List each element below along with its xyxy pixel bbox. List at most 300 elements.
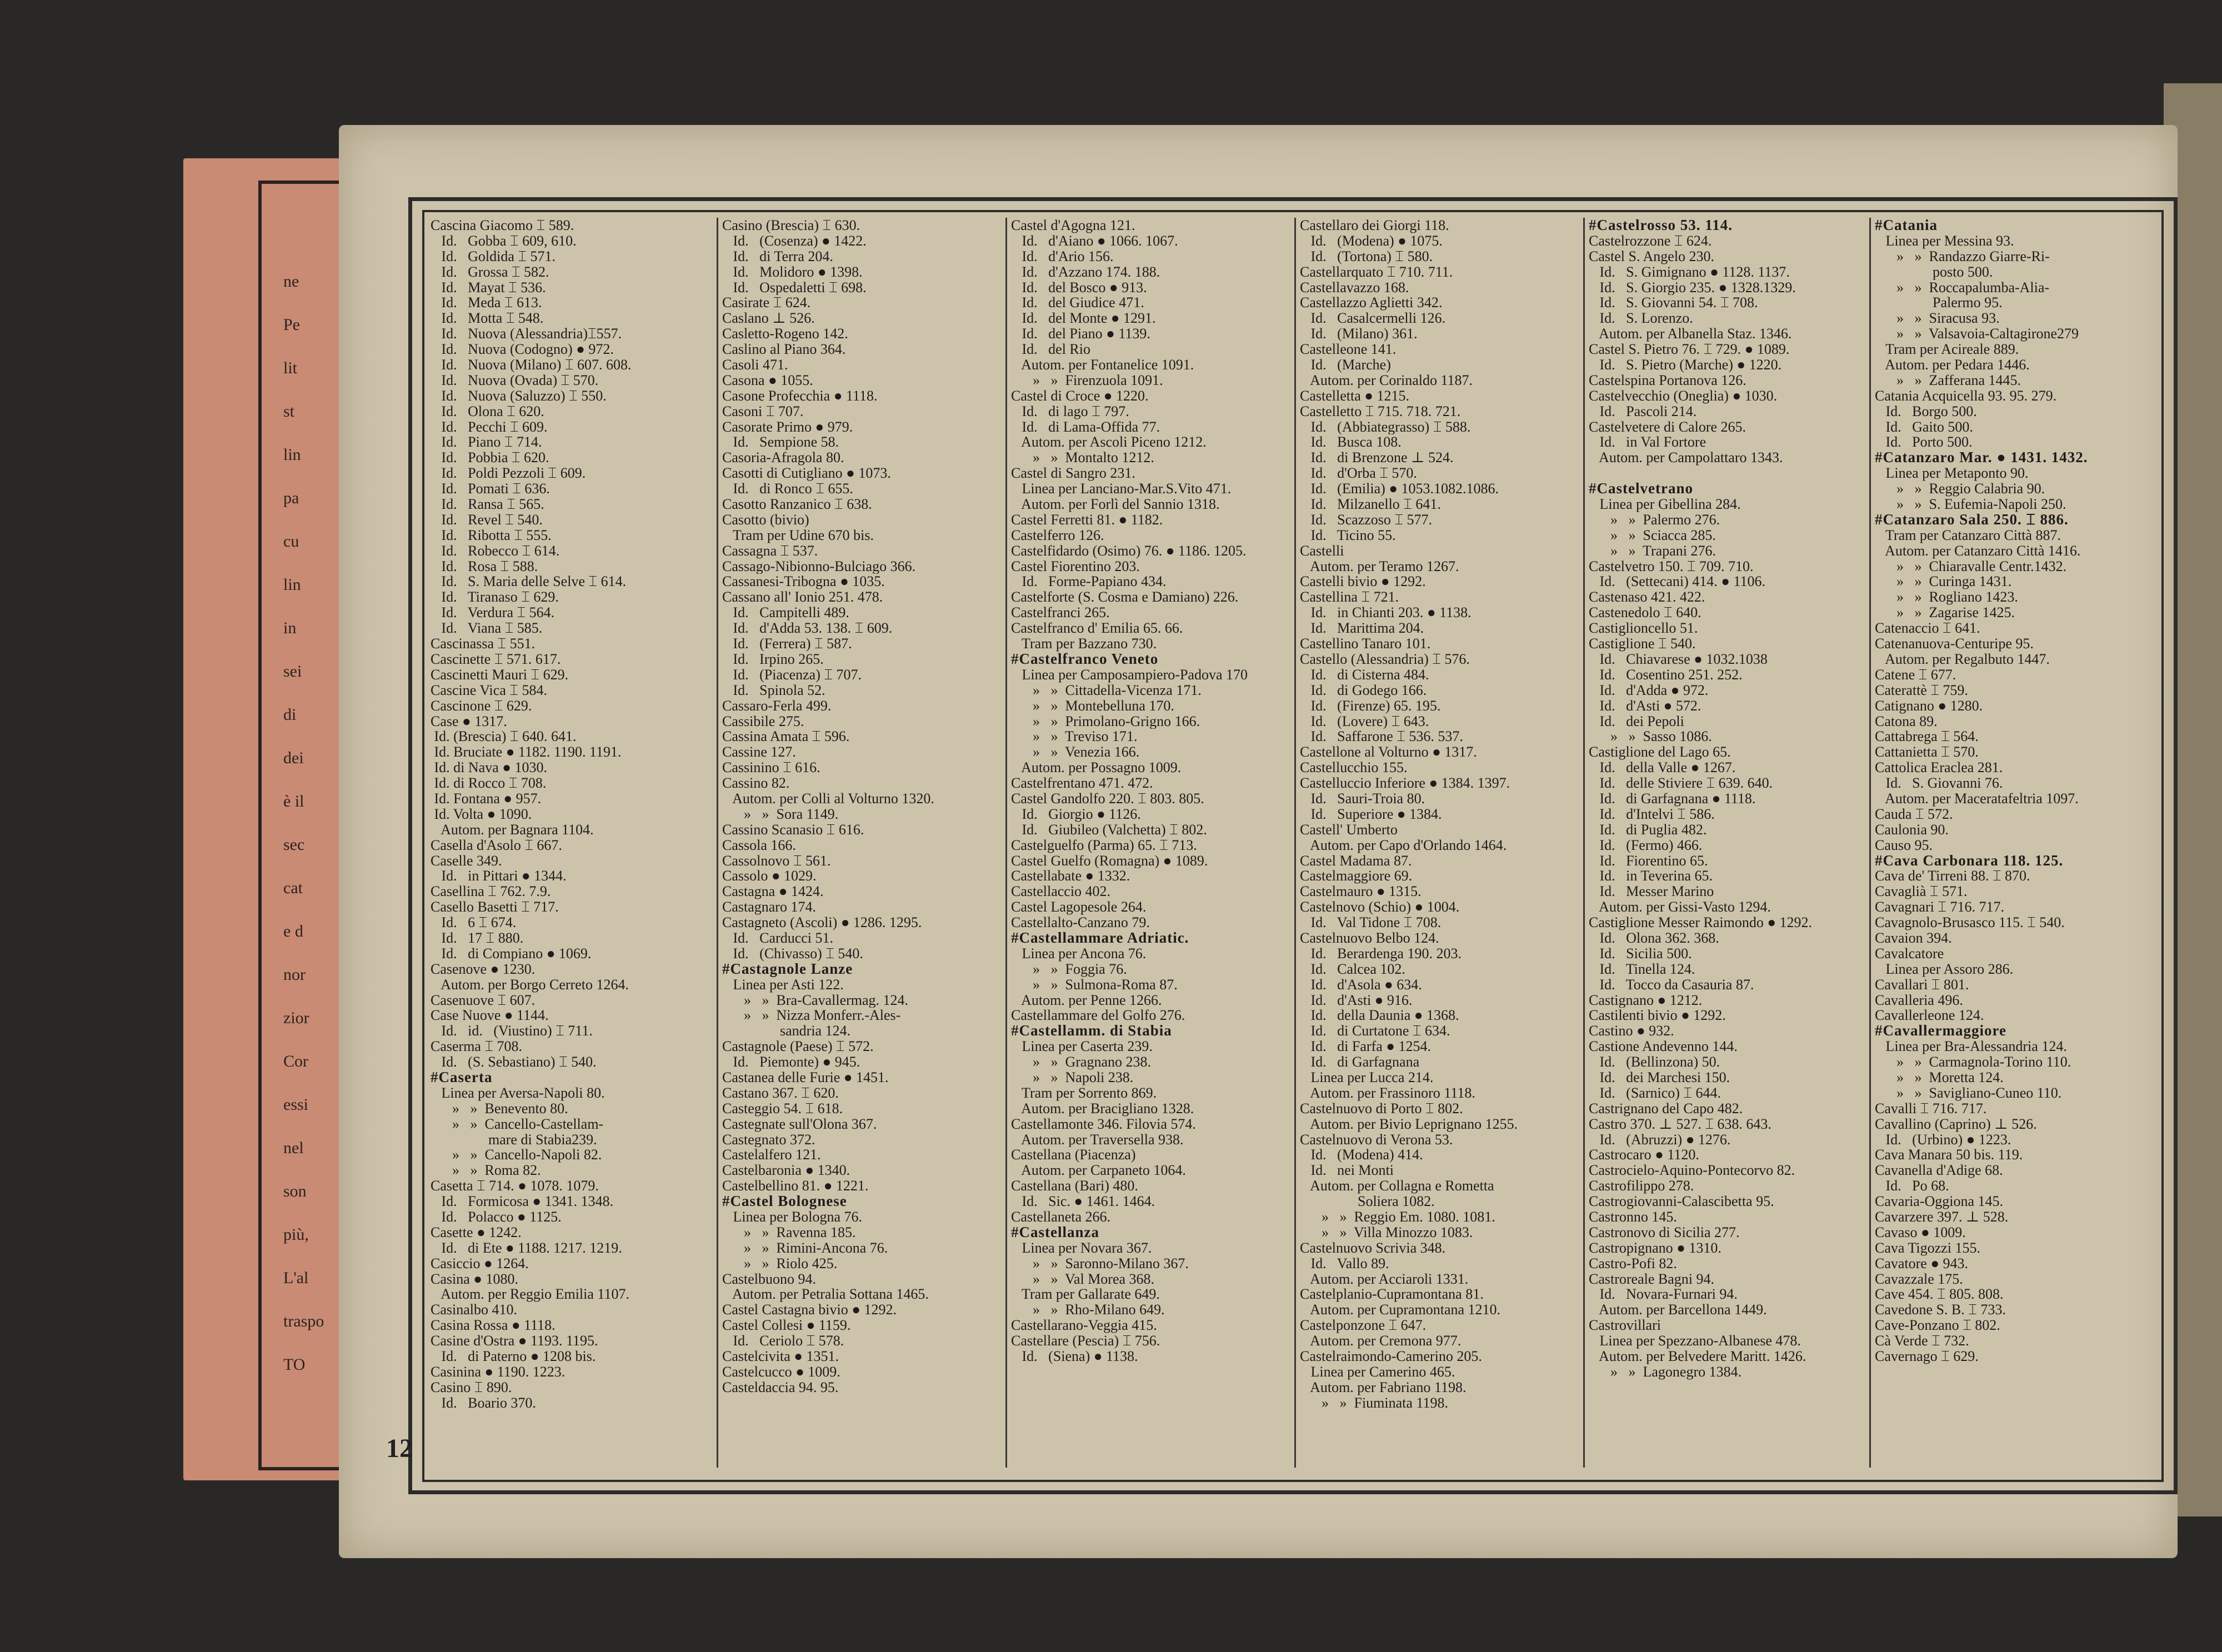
index-entry: Castelmauro ● 1315. xyxy=(1300,884,1422,900)
index-entry: Castelraimondo-Camerino 205. xyxy=(1300,1349,1482,1364)
index-entry: Id. Giorgio ● 1126. xyxy=(1011,806,1141,822)
index-entry: Id. in Val Fortore xyxy=(1589,434,1706,450)
station-heading: #Castellammare Adriatic. xyxy=(1011,930,1189,946)
index-entry: Casotto (bivio) xyxy=(722,512,809,528)
index-entry: Cavagnari ⌶ 716. 717. xyxy=(1875,899,2004,915)
station-heading: #Cavallermaggiore xyxy=(1875,1023,2006,1039)
index-entry: Casenove ● 1230. xyxy=(431,961,536,977)
index-entry: Id. di Cisterna 484. xyxy=(1300,667,1429,683)
index-entry: Id. in Teverina 65. xyxy=(1589,868,1713,884)
index-entry: Cavaion 394. xyxy=(1875,930,1952,946)
index-entry: Autom. per Fabriano 1198. xyxy=(1300,1379,1467,1395)
index-entry: Cauda ⌶ 572. xyxy=(1875,806,1953,822)
index-entry: » » Nizza Monferr.-Ales- xyxy=(722,1008,901,1024)
index-entry: Id. di Brenzone ⊥ 524. xyxy=(1300,450,1454,466)
index-entry: Catene ⌶ 677. xyxy=(1875,667,1956,683)
index-column-3 xyxy=(1011,218,1292,1468)
index-entry: Cavernago ⌶ 629. xyxy=(1875,1349,1979,1364)
index-entry: Id. Sauri-Troia 80. xyxy=(1300,790,1425,807)
index-entry: Id. del Giudice 471. xyxy=(1011,295,1144,311)
index-entry: Cattabrega ⌶ 564. xyxy=(1875,729,1979,745)
index-entry: Castellalto-Canzano 79. xyxy=(1011,915,1150,930)
index-entry: » » Sulmona-Roma 87. xyxy=(1011,977,1178,993)
index-entry: » » Rimini-Ancona 76. xyxy=(722,1240,888,1256)
index-entry: Caslino al Piano 364. xyxy=(722,342,846,358)
index-entry: Castelfranco d' Emilia 65. 66. xyxy=(1011,620,1183,637)
index-entry: » » Valsavoia-Caltagirone279 xyxy=(1875,326,2079,342)
index-entry: Castro 370. ⊥ 527. ⌶ 638. 643. xyxy=(1589,1116,1771,1132)
index-entry: Castellaro dei Giorgi 118. xyxy=(1300,218,1449,233)
index-entry: Case ● 1317. xyxy=(431,713,507,729)
index-entry: Id. Fiorentino 65. xyxy=(1589,853,1708,869)
index-entry: Case Nuove ● 1144. xyxy=(431,1008,549,1024)
index-entry: Id. Sempione 58. xyxy=(722,434,839,450)
index-entry: Castel di Sangro 231. xyxy=(1011,465,1135,482)
index-entry: Casina ● 1080. xyxy=(431,1271,518,1287)
index-entry: » » Saronno-Milano 367. xyxy=(1011,1255,1189,1271)
index-entry: Castelguelfo (Parma) 65. ⌶ 713. xyxy=(1011,837,1197,853)
index-entry: Id. Mayat ⌶ 536. xyxy=(431,279,546,296)
index-entry: Id. Robecco ⌶ 614. xyxy=(431,543,560,559)
index-entry: Castagnaro 174. xyxy=(722,899,816,915)
index-entry: Id. (Settecani) 414. ● 1106. xyxy=(1589,574,1766,590)
index-entry: Cà Verde ⌶ 732. xyxy=(1875,1333,1969,1349)
index-entry: Cascinette ⌶ 571. 617. xyxy=(431,651,561,667)
index-entry: Autom. per Pedara 1446. xyxy=(1875,357,2030,373)
index-entry: Id. di Lama-Offida 77. xyxy=(1011,419,1160,435)
underlying-sheet-line: son xyxy=(283,1182,307,1200)
index-entry: Casteldaccia 94. 95. xyxy=(722,1379,839,1395)
index-column-2 xyxy=(722,218,1003,1468)
index-entry: Castel Gandolfo 220. ⌶ 803. 805. xyxy=(1011,790,1204,807)
underlying-sheet-line: pa xyxy=(283,489,299,507)
index-entry: Id. del Piano ● 1139. xyxy=(1011,326,1150,342)
index-entry: Id. Tocco da Casauria 87. xyxy=(1589,977,1754,993)
index-entry: Castelnuovo Scrivia 348. xyxy=(1300,1240,1446,1256)
index-entry: Casoli 471. xyxy=(722,357,788,373)
index-entry: Autom. per Catanzaro Città 1416. xyxy=(1875,543,2081,559)
index-column-1 xyxy=(431,218,711,1468)
index-entry: Castellana (Bari) 480. xyxy=(1011,1178,1138,1194)
index-entry: Autom. per Teramo 1267. xyxy=(1300,558,1459,574)
index-entry: Id. Boario 370. xyxy=(431,1395,536,1411)
index-entry: Cascina Giacomo ⌶ 589. xyxy=(431,218,574,233)
index-entry: » » Venezia 166. xyxy=(1011,744,1140,760)
index-entry: Castelletto ⌶ 715. 718. 721. xyxy=(1300,403,1461,419)
index-entry: Linea per Gibellina 284. xyxy=(1589,497,1741,512)
index-entry: Id. Cosentino 251. 252. xyxy=(1589,667,1743,683)
index-entry: Castelnuovo di Porto ⌶ 802. xyxy=(1300,1100,1463,1117)
index-entry: Cavaglià ⌶ 571. xyxy=(1875,884,1968,900)
underlying-sheet-line: nor xyxy=(283,965,306,984)
index-entry: Id. (Bellinzona) 50. xyxy=(1589,1054,1720,1070)
index-column-5 xyxy=(1589,218,1869,1468)
index-entry: Castione Andevenno 144. xyxy=(1589,1039,1738,1055)
index-entry: » » Val Morea 368. xyxy=(1011,1271,1155,1287)
index-entry: » » Cancello-Castellam- xyxy=(431,1116,604,1132)
index-entry: Autom. per Petralia Sottana 1465. xyxy=(722,1286,929,1303)
index-entry: Id. Pecchi ⌶ 609. xyxy=(431,419,548,435)
index-entry: Id. Goldida ⌶ 571. xyxy=(431,248,556,264)
underlying-sheet-line: di xyxy=(283,705,297,724)
index-entry: Id. Formicosa ● 1341. 1348. xyxy=(431,1194,614,1209)
index-entry: Linea per Lanciano-Mar.S.Vito 471. xyxy=(1011,481,1232,497)
index-entry: Cavallerleone 124. xyxy=(1875,1008,1984,1024)
index-entry: Casetta ⌶ 714. ● 1078. 1079. xyxy=(431,1178,599,1194)
index-entry: Cavanella d'Adige 68. xyxy=(1875,1163,2003,1179)
index-entry: Id. Fontana ● 957. xyxy=(431,790,542,807)
index-entry: Castelplanio-Cupramontana 81. xyxy=(1300,1286,1484,1303)
index-entry: Cattanietta ⌶ 570. xyxy=(1875,744,1979,760)
index-entry: Id. del Monte ● 1291. xyxy=(1011,311,1156,327)
index-entry: Catona 89. xyxy=(1875,713,1938,729)
index-entry: Castiglione del Lago 65. xyxy=(1589,744,1731,760)
index-entry: Id. (Tortona) ⌶ 580. xyxy=(1300,248,1433,264)
index-entry: Castellucchio 155. xyxy=(1300,760,1408,776)
index-entry: Casine d'Ostra ● 1193. 1195. xyxy=(431,1333,598,1349)
index-entry: Casella d'Asolo ⌶ 667. xyxy=(431,837,562,853)
index-entry: Id. (Cosenza) ● 1422. xyxy=(722,233,867,249)
index-entry: Id. S. Gimignano ● 1128. 1137. xyxy=(1589,264,1790,280)
index-entry: Autom. per Albanella Staz. 1346. xyxy=(1589,326,1792,342)
index-entry: Id. Po 68. xyxy=(1875,1178,1949,1194)
index-entry: Caulonia 90. xyxy=(1875,822,1949,838)
index-entry: » » Roccapalumba-Alia- xyxy=(1875,279,2050,296)
station-heading: #Castagnole Lanze xyxy=(722,961,853,977)
index-entry: Id. (Brescia) ⌶ 640. 641. xyxy=(431,729,577,745)
index-entry: Linea per Ancona 76. xyxy=(1011,945,1147,962)
index-entry: Castelnovo (Schio) ● 1004. xyxy=(1300,899,1460,915)
index-entry: Id. di Nava ● 1030. xyxy=(431,760,547,776)
index-entry: Castrovillari xyxy=(1589,1318,1661,1334)
index-entry: Castel di Croce ● 1220. xyxy=(1011,388,1149,404)
index-entry: Autom. per Borgo Cerreto 1264. xyxy=(431,977,629,993)
index-entry: Id. Ribotta ⌶ 555. xyxy=(431,527,552,543)
underlying-sheet-line: cat xyxy=(283,879,303,897)
index-entry: » » Montalto 1212. xyxy=(1011,450,1154,466)
station-heading: #Caserta xyxy=(431,1069,493,1085)
index-entry: Castellamonte 346. Filovia 574. xyxy=(1011,1116,1196,1132)
index-entry: Castrofilippo 278. xyxy=(1589,1178,1694,1194)
index-entry: Castenedolo ⌶ 640. xyxy=(1589,605,1701,621)
station-heading: #Castel Bolognese xyxy=(722,1194,847,1209)
index-entry: » » Sasso 1086. xyxy=(1589,729,1712,745)
underlying-sheet-line: cu xyxy=(283,532,299,550)
index-entry: Autom. per Cupramontana 1210. xyxy=(1300,1302,1501,1318)
index-entry: Castelspina Portanova 126. xyxy=(1589,372,1746,388)
index-entry: Tram per Gallarate 649. xyxy=(1011,1286,1160,1303)
index-entry: Casiccio ● 1264. xyxy=(431,1255,529,1271)
index-entry: Castagnole (Paese) ⌶ 572. xyxy=(722,1039,874,1055)
index-entry: Id. Nuova (Milano) ⌶ 607. 608. xyxy=(431,357,632,373)
index-entry: Id. Carducci 51. xyxy=(722,930,834,946)
index-entry: Id. Busca 108. xyxy=(1300,434,1402,450)
index-entry: Id. Chiavarese ● 1032.1038 xyxy=(1589,651,1768,667)
index-entry: Castino ● 932. xyxy=(1589,1023,1674,1039)
index-entry: Tram per Bazzano 730. xyxy=(1011,636,1157,652)
index-entry: Catenanuova-Centuripe 95. xyxy=(1875,636,2034,652)
index-entry: » » Sciacca 285. xyxy=(1589,527,1716,543)
index-entry: Id. Berardenga 190. 203. xyxy=(1300,945,1462,962)
index-entry: Castelnuovo Belbo 124. xyxy=(1300,930,1439,946)
page-number: 12 xyxy=(386,1434,413,1463)
index-entry: Linea per Bologna 76. xyxy=(722,1209,862,1225)
index-entry: Id. Pascoli 214. xyxy=(1589,403,1697,419)
index-entry: Id. di Terra 204. xyxy=(722,248,833,264)
index-entry: Id. (Firenze) 65. 195. xyxy=(1300,698,1441,714)
index-entry: Autom. per Acciaroli 1331. xyxy=(1300,1271,1469,1287)
index-entry: Castelluccio Inferiore ● 1384. 1397. xyxy=(1300,775,1510,791)
index-entry: Casoria-Afragola 80. xyxy=(722,450,844,466)
index-entry: Castello (Alessandria) ⌶ 576. xyxy=(1300,651,1470,667)
index-entry: Catania Acquicella 93. 95. 279. xyxy=(1875,388,2057,404)
underlying-sheet-line: ne xyxy=(283,272,299,291)
index-entry: Castelferro 126. xyxy=(1011,527,1104,543)
index-entry: Castelleone 141. xyxy=(1300,342,1397,358)
index-entry: Id. (Siena) ● 1138. xyxy=(1011,1349,1138,1364)
index-entry xyxy=(1589,465,1869,481)
index-entry: » » Montebelluna 170. xyxy=(1011,698,1174,714)
index-entry: Id. Borgo 500. xyxy=(1875,403,1977,419)
index-entry: Id. (Milano) 361. xyxy=(1300,326,1418,342)
index-entry: Id. Ransa ⌶ 565. xyxy=(431,497,544,512)
index-entry: Id. Viana ⌶ 585. xyxy=(431,620,543,637)
index-entry: » » Gragnano 238. xyxy=(1011,1054,1152,1070)
index-entry: Castellazzo Aglietti 342. xyxy=(1300,295,1443,311)
index-entry: Castellarquato ⌶ 710. 711. xyxy=(1300,264,1453,280)
index-entry: Cassagna ⌶ 537. xyxy=(722,543,818,559)
index-entry: Castel Madama 87. xyxy=(1300,853,1412,869)
index-entry: Id. d'Asti ● 916. xyxy=(1300,992,1413,1008)
index-entry: Castiglioncello 51. xyxy=(1589,620,1698,637)
index-entry: Id. d'Asola ● 634. xyxy=(1300,977,1422,993)
index-entry: » » Chiaravalle Centr.1432. xyxy=(1875,558,2067,574)
index-entry: Autom. per Belvedere Maritt. 1426. xyxy=(1589,1349,1806,1364)
index-entry: » » Firenzuola 1091. xyxy=(1011,372,1163,388)
underlying-sheet-line: zior xyxy=(283,1009,309,1027)
index-entry: » » Reggio Calabria 90. xyxy=(1875,481,2045,497)
underlying-sheet-line: L'al xyxy=(283,1269,309,1287)
index-entry: » » Rho-Milano 649. xyxy=(1011,1302,1165,1318)
index-entry: Id. Rosa ⌶ 588. xyxy=(431,558,538,574)
index-entry: Cassina Amata ⌶ 596. xyxy=(722,729,850,745)
index-entry: Id. S. Giovanni 76. xyxy=(1875,775,2003,791)
index-entry: Linea per Camposampiero-Padova 170 xyxy=(1011,667,1248,683)
index-entry: Autom. per Capo d'Orlando 1464. xyxy=(1300,837,1507,853)
index-entry: Id. Scazzoso ⌶ 577. xyxy=(1300,512,1432,528)
index-entry: Id. Olona ⌶ 620. xyxy=(431,403,544,419)
index-entry: Caterattè ⌶ 759. xyxy=(1875,682,1968,698)
index-entry: Cavalcatore xyxy=(1875,945,1944,962)
index-entry: Castel S. Angelo 230. xyxy=(1589,248,1715,264)
index-entry: Id. del Bosco ● 913. xyxy=(1011,279,1147,296)
index-entry: Id. in Pittari ● 1344. xyxy=(431,868,567,884)
index-entry: Autom. per Maceratafeltria 1097. xyxy=(1875,790,2079,807)
index-entry: Cavarzere 397. ⊥ 528. xyxy=(1875,1209,2009,1225)
index-entry: Casirate ⌶ 624. xyxy=(722,295,811,311)
index-entry: Id. della Daunia ● 1368. xyxy=(1300,1008,1459,1024)
index-entry: » » Carmagnola-Torino 110. xyxy=(1875,1054,2071,1070)
index-entry: Castellarano-Veggia 415. xyxy=(1011,1318,1157,1334)
index-entry: Id. Val Tidone ⌶ 708. xyxy=(1300,915,1442,930)
index-entry: Id. Tinella 124. xyxy=(1589,961,1695,977)
index-entry: Cavaria-Oggiona 145. xyxy=(1875,1194,2004,1209)
index-entry: Id. Nuova (Saluzzo) ⌶ 550. xyxy=(431,388,607,404)
index-entry: Casotti di Cutigliano ● 1073. xyxy=(722,465,891,482)
index-entry: Autom. per Frassinoro 1118. xyxy=(1300,1085,1475,1101)
index-entry: Cavagnolo-Brusasco 115. ⌶ 540. xyxy=(1875,915,2065,930)
index-entry: sandria 124. xyxy=(722,1023,851,1039)
index-entry: Id. Ticino 55. xyxy=(1300,527,1396,543)
index-entry: Cassola 166. xyxy=(722,837,796,853)
index-entry: Casello Basetti ⌶ 717. xyxy=(431,899,559,915)
index-entry: Autom. per Collagna e Rometta xyxy=(1300,1178,1494,1194)
index-entry: Id. (Abruzzi) ● 1276. xyxy=(1589,1132,1731,1148)
index-entry: Cassano all' Ionio 251. 478. xyxy=(722,589,883,605)
index-entry: Castelcivita ● 1351. xyxy=(722,1349,839,1364)
index-entry: Autom. per Colli al Volturno 1320. xyxy=(722,790,934,807)
index-entry: Cattolica Eraclea 281. xyxy=(1875,760,2003,776)
index-entry: Castiglione Messer Raimondo ● 1292. xyxy=(1589,915,1813,930)
index-entry: Autom. per Reggio Emilia 1107. xyxy=(431,1286,629,1303)
station-heading: #Castelrosso 53. 114. xyxy=(1589,218,1733,233)
index-entry: posto 500. xyxy=(1875,264,1993,280)
index-entry: Castel d'Agogna 121. xyxy=(1011,218,1135,233)
index-entry: Castagneto (Ascoli) ● 1286. 1295. xyxy=(722,915,922,930)
index-entry: Castellana (Piacenza) xyxy=(1011,1147,1136,1163)
index-entry: Castellino Tanaro 101. xyxy=(1300,636,1431,652)
index-entry: Autom. per Ascoli Piceno 1212. xyxy=(1011,434,1207,450)
index-entry: Id. Nuova (Alessandria)⌶557. xyxy=(431,326,622,342)
index-entry: Cascinetti Mauri ⌶ 629. xyxy=(431,667,569,683)
index-entry: Autom. per Barcellona 1449. xyxy=(1589,1302,1767,1318)
column-divider xyxy=(1005,218,1007,1468)
index-entry: Castelvecchio (Oneglia) ● 1030. xyxy=(1589,388,1778,404)
index-entry: Id. Pobbia ⌶ 620. xyxy=(431,450,549,466)
underlying-sheet-line: TO xyxy=(283,1355,306,1374)
index-entry: Castel Castagna bivio ● 1292. xyxy=(722,1302,897,1318)
index-entry: Id. Superiore ● 1384. xyxy=(1300,806,1442,822)
index-entry: Castel Ferretti 81. ● 1182. xyxy=(1011,512,1163,528)
index-entry: Castelfranci 265. xyxy=(1011,605,1110,621)
underlying-sheet-line: Cor xyxy=(283,1052,308,1070)
index-entry: Cavaso ● 1009. xyxy=(1875,1224,1966,1240)
index-entry: Autom. per Bagnara 1104. xyxy=(431,822,594,838)
index-entry: Casletto-Rogeno 142. xyxy=(722,326,848,342)
index-entry: Id. Nuova (Ovada) ⌶ 570. xyxy=(431,372,599,388)
index-entry: Id. Forme-Papiano 434. xyxy=(1011,574,1167,590)
index-entry: Id. (Emilia) ● 1053.1082.1086. xyxy=(1300,481,1499,497)
index-entry: Cascinassa ⌶ 551. xyxy=(431,636,536,652)
index-entry: Casone Profecchia ● 1118. xyxy=(722,388,878,404)
index-entry: » » Zafferana 1445. xyxy=(1875,372,2021,388)
index-entry: Catignano ● 1280. xyxy=(1875,698,1983,714)
index-entry: » » Napoli 238. xyxy=(1011,1069,1134,1085)
index-entry: Id. (Marche) xyxy=(1300,357,1391,373)
index-entry: Castro-Pofi 82. xyxy=(1589,1255,1677,1271)
index-entry: Id. Motta ⌶ 548. xyxy=(431,311,544,327)
station-heading: #Castelvetrano xyxy=(1589,481,1693,497)
index-entry: Castignano ● 1212. xyxy=(1589,992,1703,1008)
index-entry: » » Curinga 1431. xyxy=(1875,574,2012,590)
index-entry: Linea per Caserta 239. xyxy=(1011,1039,1153,1055)
index-entry: Linea per Aversa-Napoli 80. xyxy=(431,1085,605,1101)
index-entry: Linea per Assoro 286. xyxy=(1875,961,2014,977)
index-entry: Castelbuono 94. xyxy=(722,1271,816,1287)
index-entry: Id. (S. Sebastiano) ⌶ 540. xyxy=(431,1054,597,1070)
index-entry: Id. di Paterno ● 1208 bis. xyxy=(431,1349,596,1364)
index-entry: Cavatore ● 943. xyxy=(1875,1255,1969,1271)
index-entry: Id. Meda ⌶ 613. xyxy=(431,295,542,311)
column-divider xyxy=(717,218,718,1468)
index-entry: Id. Tiranaso ⌶ 629. xyxy=(431,589,559,605)
index-entry: Cassolnovo ⌶ 561. xyxy=(722,853,831,869)
index-entry: Id. Milzanello ⌶ 641. xyxy=(1300,497,1441,512)
index-entry: Id. di Garfagnana ● 1118. xyxy=(1589,790,1756,807)
index-entry: Id. Poldi Pezzoli ⌶ 609. xyxy=(431,465,586,482)
index-entry: Id. Casalcermelli 126. xyxy=(1300,311,1446,327)
index-entry: Linea per Novara 367. xyxy=(1011,1240,1152,1256)
column-divider xyxy=(1583,218,1585,1468)
index-entry: Casina Rossa ● 1118. xyxy=(431,1318,556,1334)
column-divider xyxy=(1294,218,1296,1468)
index-entry: Caselle 349. xyxy=(431,853,502,869)
index-entry: Castellammare del Golfo 276. xyxy=(1011,1008,1185,1024)
index-entry: Castel Guelfo (Romagna) ● 1089. xyxy=(1011,853,1208,869)
index-entry: Id. Verdura ⌶ 564. xyxy=(431,605,555,621)
index-entry: Tram per Catanzaro Città 887. xyxy=(1875,527,2061,543)
index-entry: Cascinone ⌶ 629. xyxy=(431,698,532,714)
index-entry: » » Villa Minozzo 1083. xyxy=(1300,1224,1473,1240)
index-entry: Id. S. Giovanni 54. ⌶ 708. xyxy=(1589,295,1758,311)
index-entry: Id. (Piacenza) ⌶ 707. xyxy=(722,667,862,683)
index-entry: Castelmaggiore 69. xyxy=(1300,868,1413,884)
index-entry: Tram per Sorrento 869. xyxy=(1011,1085,1157,1101)
index-entry: Casteggio 54. ⌶ 618. xyxy=(722,1100,843,1117)
index-entry: Id. S. Lorenzo. xyxy=(1589,311,1693,327)
index-entry: Tram per Udine 670 bis. xyxy=(722,527,874,543)
index-entry: » » Reggio Em. 1080. 1081. xyxy=(1300,1209,1495,1225)
index-entry: Castel Collesi ● 1159. xyxy=(722,1318,851,1334)
underlying-sheet-line: essi xyxy=(283,1095,308,1114)
index-entry: Id. Polacco ● 1125. xyxy=(431,1209,562,1225)
index-entry: Id. di Ete ● 1188. 1217. 1219. xyxy=(431,1240,622,1256)
index-entry: Id. Molidoro ● 1398. xyxy=(722,264,863,280)
underlying-sheet-line: più, xyxy=(283,1225,309,1244)
index-entry: Castel Fiorentino 203. xyxy=(1011,558,1140,574)
index-entry: Casellina ⌶ 762. 7.9. xyxy=(431,884,551,900)
index-entry: Cava de' Tirreni 88. ⌶ 870. xyxy=(1875,868,2030,884)
index-entry: Castelvetro 150. ⌶ 709. 710. xyxy=(1589,558,1754,574)
index-entry: Id. del Rio xyxy=(1011,342,1090,358)
index-entry: Castegnate sull'Olona 367. xyxy=(722,1116,877,1132)
index-entry: Castagna ● 1424. xyxy=(722,884,824,900)
index-entry: » » Primolano-Grigno 166. xyxy=(1011,713,1200,729)
index-entry: Castronovo di Sicilia 277. xyxy=(1589,1224,1740,1240)
index-entry: Cavalleria 496. xyxy=(1875,992,1963,1008)
index-entry: Castell' Umberto xyxy=(1300,822,1398,838)
index-entry: Id. (Modena) 414. xyxy=(1300,1147,1423,1163)
index-entry: » » Palermo 276. xyxy=(1589,512,1720,528)
index-entry: Castrocaro ● 1120. xyxy=(1589,1147,1699,1163)
underlying-sheet-line: sei xyxy=(283,662,302,680)
station-heading: #Catania xyxy=(1875,218,1938,233)
index-entry: Id. (Modena) ● 1075. xyxy=(1300,233,1443,249)
index-entry: » » Riolo 425. xyxy=(722,1255,838,1271)
index-entry: Castelbaronia ● 1340. xyxy=(722,1163,850,1179)
index-entry: Id. delle Stiviere ⌶ 639. 640. xyxy=(1589,775,1773,791)
index-entry: Castelvetere di Calore 265. xyxy=(1589,419,1746,435)
